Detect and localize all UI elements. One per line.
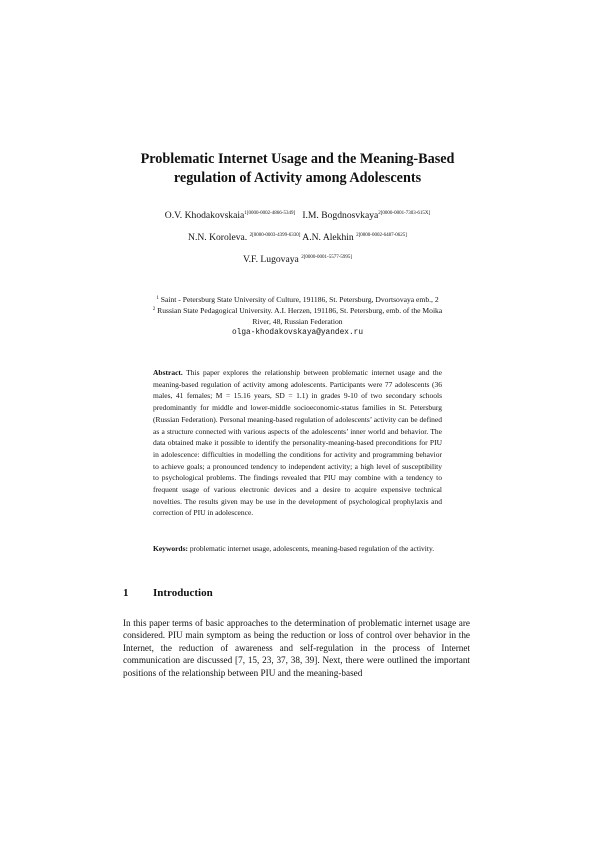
affiliation-marker: 1	[156, 296, 159, 301]
title-line-1: Problematic Internet Usage and the Meaning-Based	[140, 151, 455, 167]
abstract-label: Abstract.	[153, 368, 183, 377]
affiliations	[115, 294, 480, 339]
author-orcid: 2[0000-0003-4399-6330]	[249, 233, 301, 238]
author-line-1	[100, 205, 495, 227]
author-orcid: 1[0000-0002-4866-5349]	[244, 211, 296, 216]
author-orcid: 2[0000-0001-5577-5995]	[301, 255, 353, 260]
introduction-paragraph: In this paper terms of basic approaches to the determination of problematic internet usage are considered. PIU main symptom as being the reduction or loss of control over behavior in the Internet, the reduction of awareness and self-regulation in the process of Internet communication are discussed [7, 15, 23, 37, 38, 39]. Next, there were outlined the important positions of the relationship between PIU and the meaning-based	[123, 618, 470, 678]
affiliation-marker: 2	[152, 307, 156, 313]
keywords-label: Keywords:	[153, 544, 188, 553]
section-title: Introduction	[153, 587, 213, 599]
affiliation-text: Saint - Petersburg State University of Culture, 191186, St. Petersburg, Dvortsovaya emb., 2	[160, 295, 439, 304]
affiliation-1	[115, 294, 480, 305]
affiliation-2-continued: River, 48, Russian Federation	[252, 317, 343, 327]
affiliation-text: Russian State Pedagogical University. A.I. Herzen, 191186, St. Petersburg, emb. of the Moika	[157, 306, 443, 316]
author-line-3	[100, 249, 495, 271]
author-line-2	[100, 227, 495, 249]
section-heading	[123, 586, 213, 600]
section-number: 1	[123, 587, 129, 599]
author-orcid: 2[0000-0002-6487-0625]	[356, 233, 407, 238]
affiliation-2	[115, 305, 480, 316]
author-name: V.F. Lugovaya	[242, 254, 299, 265]
keywords-text: problematic internet usage, adolescents, meaning-based regulation of the activity.	[189, 544, 435, 553]
author-name: N.N. Koroleva.	[188, 232, 248, 243]
author-orcid: 2[0000-0001-7303-615X]	[378, 211, 431, 216]
abstract	[153, 367, 442, 519]
title-line-2: regulation of Activity among Adolescents	[173, 170, 422, 186]
author-name: I.M. Bogdnosvkaya	[302, 210, 379, 221]
keywords	[153, 543, 442, 555]
contact-email[interactable]: olga-khodakovskaya@yandex.ru	[231, 328, 363, 337]
paper-title	[100, 150, 495, 188]
author-list	[100, 205, 495, 271]
author-name: A.N. Alekhin	[302, 232, 354, 243]
author-name: O.V. Khodakovskaia	[164, 210, 245, 221]
abstract-text: This paper explores the relationship between problematic internet usage and the meaning-based regulation of activity among adolescents. Participants were 77 adolescents (36 males, 41 females; M = 15.16 years, SD = 1.1) in grades 9-10 of two secondary schools predominantly for middle and lower-middle socioeconomic-status families in St. Petersburg (Russian Federation). Personal meaning-based regulation of adolescents’ activity can be defined as a structure connected with various aspects of the adolescents’ inner world and behavior. The data obtained make it possible to identify the personality-meaning-based preconditions for PIU in adolescence: difficulties in modelling the conditions for activity and programming behavior to achieve goals; a pronounced tendency to independent activity; a high level of susceptibility to psychological problems. The findings revealed that PIU may combine with a tendency to frequent usage of various electronic devices and a desire to acquire expensive technical novelties. The results given may be use in the development of psychological prophylaxis and correction of PIU in adolescence.	[153, 368, 442, 518]
